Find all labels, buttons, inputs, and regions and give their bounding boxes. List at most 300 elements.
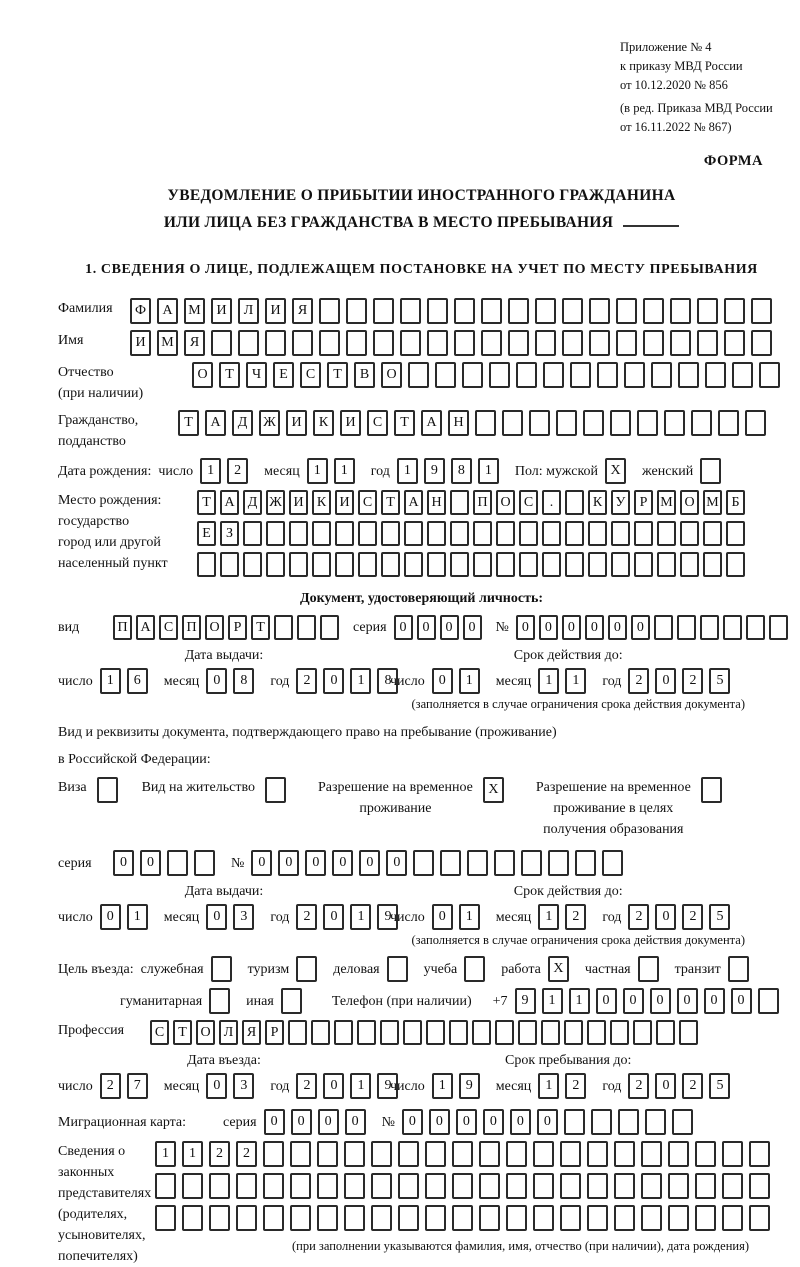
form-cell[interactable] — [404, 521, 423, 546]
form-cell[interactable] — [263, 1205, 284, 1231]
form-cell[interactable] — [489, 362, 510, 388]
form-cell[interactable] — [265, 330, 286, 356]
form-cell[interactable] — [312, 552, 331, 577]
form-cell[interactable]: 0 — [323, 904, 344, 930]
form-cell[interactable] — [657, 552, 676, 577]
form-cell[interactable] — [508, 330, 529, 356]
form-cell[interactable]: 9 — [377, 1073, 398, 1099]
form-cell[interactable] — [317, 1141, 338, 1167]
form-cell[interactable]: 0 — [432, 668, 453, 694]
form-cell[interactable] — [614, 1173, 635, 1199]
form-cell[interactable] — [427, 521, 446, 546]
form-cell[interactable]: О — [196, 1020, 215, 1045]
form-cell[interactable] — [387, 956, 408, 982]
form-cell[interactable]: 0 — [623, 988, 644, 1014]
form-cell[interactable] — [220, 552, 239, 577]
form-cell[interactable] — [533, 1173, 554, 1199]
form-cell[interactable]: 1 — [397, 458, 418, 484]
form-cell[interactable] — [560, 1173, 581, 1199]
form-cell[interactable] — [614, 1205, 635, 1231]
form-cell[interactable] — [506, 1205, 527, 1231]
form-cell[interactable] — [587, 1173, 608, 1199]
form-cell[interactable] — [591, 1109, 612, 1135]
form-cell[interactable]: 1 — [350, 668, 371, 694]
form-cell[interactable] — [440, 850, 461, 876]
form-cell[interactable]: 0 — [655, 1073, 676, 1099]
form-cell[interactable]: Р — [634, 490, 653, 515]
form-cell[interactable]: 0 — [429, 1109, 450, 1135]
form-cell[interactable] — [398, 1141, 419, 1167]
form-cell[interactable] — [724, 298, 745, 324]
form-cell[interactable]: М — [657, 490, 676, 515]
form-cell[interactable] — [587, 1205, 608, 1231]
form-cell[interactable] — [679, 1020, 698, 1045]
form-cell[interactable]: И — [265, 298, 286, 324]
form-cell[interactable] — [641, 1205, 662, 1231]
form-cell[interactable] — [751, 298, 772, 324]
form-cell[interactable]: А — [136, 615, 155, 640]
form-cell[interactable] — [587, 1020, 606, 1045]
form-cell[interactable] — [380, 1020, 399, 1045]
form-cell[interactable] — [290, 1141, 311, 1167]
form-cell[interactable]: 1 — [307, 458, 328, 484]
form-cell[interactable] — [610, 1020, 629, 1045]
form-cell[interactable] — [670, 298, 691, 324]
form-cell[interactable]: О — [205, 615, 224, 640]
form-cell[interactable]: П — [113, 615, 132, 640]
form-cell[interactable]: 0 — [206, 1073, 227, 1099]
form-cell[interactable] — [211, 330, 232, 356]
form-cell[interactable] — [565, 490, 584, 515]
form-cell[interactable]: Е — [273, 362, 294, 388]
form-cell[interactable] — [695, 1205, 716, 1231]
form-cell[interactable]: У — [611, 490, 630, 515]
form-cell[interactable] — [452, 1141, 473, 1167]
form-cell[interactable]: 1 — [569, 988, 590, 1014]
form-cell[interactable] — [312, 521, 331, 546]
form-cell[interactable]: 0 — [323, 668, 344, 694]
form-cell[interactable] — [502, 410, 523, 436]
form-cell[interactable]: 0 — [650, 988, 671, 1014]
form-cell[interactable] — [373, 298, 394, 324]
form-cell[interactable] — [319, 330, 340, 356]
form-cell[interactable]: И — [335, 490, 354, 515]
form-cell[interactable] — [541, 1020, 560, 1045]
form-cell[interactable]: 1 — [334, 458, 355, 484]
form-cell[interactable] — [616, 330, 637, 356]
form-cell[interactable]: 2 — [227, 458, 248, 484]
form-cell[interactable]: 0 — [483, 1109, 504, 1135]
form-cell[interactable]: О — [381, 362, 402, 388]
form-cell[interactable]: 0 — [140, 850, 161, 876]
form-cell[interactable] — [680, 521, 699, 546]
form-cell[interactable] — [182, 1173, 203, 1199]
form-cell[interactable] — [565, 552, 584, 577]
form-cell[interactable]: 9 — [377, 904, 398, 930]
form-cell[interactable] — [533, 1205, 554, 1231]
form-cell[interactable]: Т — [173, 1020, 192, 1045]
form-cell[interactable]: 0 — [585, 615, 604, 640]
form-cell[interactable] — [398, 1205, 419, 1231]
form-cell[interactable] — [691, 410, 712, 436]
form-cell[interactable] — [427, 298, 448, 324]
form-cell[interactable]: 9 — [424, 458, 445, 484]
form-cell[interactable] — [624, 362, 645, 388]
form-cell[interactable] — [425, 1173, 446, 1199]
form-cell[interactable] — [473, 521, 492, 546]
form-cell[interactable] — [467, 850, 488, 876]
form-cell[interactable] — [749, 1141, 770, 1167]
form-cell[interactable] — [589, 298, 610, 324]
form-cell[interactable]: П — [182, 615, 201, 640]
form-cell[interactable] — [548, 850, 569, 876]
form-cell[interactable]: 1 — [127, 904, 148, 930]
form-cell[interactable]: Ж — [266, 490, 285, 515]
form-cell[interactable] — [335, 552, 354, 577]
form-cell[interactable] — [587, 1141, 608, 1167]
form-cell[interactable]: 0 — [537, 1109, 558, 1135]
form-cell[interactable] — [542, 521, 561, 546]
form-cell[interactable]: 0 — [677, 988, 698, 1014]
form-cell[interactable]: X — [548, 956, 569, 982]
form-cell[interactable]: А — [205, 410, 226, 436]
form-cell[interactable] — [358, 552, 377, 577]
form-cell[interactable] — [656, 1020, 675, 1045]
form-cell[interactable]: 1 — [350, 1073, 371, 1099]
form-cell[interactable] — [357, 1020, 376, 1045]
form-cell[interactable]: 1 — [182, 1141, 203, 1167]
form-cell[interactable] — [508, 298, 529, 324]
form-cell[interactable] — [450, 521, 469, 546]
form-cell[interactable]: Т — [219, 362, 240, 388]
form-cell[interactable] — [703, 552, 722, 577]
form-cell[interactable] — [749, 1205, 770, 1231]
form-cell[interactable] — [449, 1020, 468, 1045]
form-cell[interactable] — [194, 850, 215, 876]
form-cell[interactable] — [425, 1141, 446, 1167]
form-cell[interactable] — [398, 1173, 419, 1199]
form-cell[interactable] — [588, 521, 607, 546]
form-cell[interactable]: 8 — [451, 458, 472, 484]
form-cell[interactable] — [290, 1205, 311, 1231]
form-cell[interactable] — [521, 850, 542, 876]
form-cell[interactable]: С — [159, 615, 178, 640]
form-cell[interactable]: М — [184, 298, 205, 324]
form-cell[interactable]: А — [157, 298, 178, 324]
form-cell[interactable]: А — [421, 410, 442, 436]
form-cell[interactable]: 1 — [538, 1073, 559, 1099]
form-cell[interactable] — [197, 552, 216, 577]
form-cell[interactable]: 0 — [359, 850, 380, 876]
form-cell[interactable]: 0 — [264, 1109, 285, 1135]
form-cell[interactable] — [726, 552, 745, 577]
form-cell[interactable]: Д — [243, 490, 262, 515]
form-cell[interactable]: О — [680, 490, 699, 515]
form-cell[interactable] — [243, 552, 262, 577]
form-cell[interactable] — [618, 1109, 639, 1135]
form-cell[interactable]: 1 — [459, 668, 480, 694]
form-cell[interactable] — [542, 552, 561, 577]
form-cell[interactable] — [450, 490, 469, 515]
form-cell[interactable]: Д — [232, 410, 253, 436]
form-cell[interactable]: X — [605, 458, 626, 484]
form-cell[interactable] — [435, 362, 456, 388]
form-cell[interactable] — [238, 330, 259, 356]
form-cell[interactable] — [651, 362, 672, 388]
form-cell[interactable]: Т — [197, 490, 216, 515]
form-cell[interactable] — [403, 1020, 422, 1045]
form-cell[interactable]: 3 — [233, 904, 254, 930]
form-cell[interactable] — [533, 1141, 554, 1167]
form-cell[interactable] — [597, 362, 618, 388]
form-cell[interactable] — [404, 552, 423, 577]
form-cell[interactable] — [266, 552, 285, 577]
form-cell[interactable] — [371, 1173, 392, 1199]
form-cell[interactable] — [723, 615, 742, 640]
form-cell[interactable] — [643, 298, 664, 324]
form-cell[interactable]: А — [404, 490, 423, 515]
form-cell[interactable]: С — [519, 490, 538, 515]
form-cell[interactable] — [243, 521, 262, 546]
form-cell[interactable]: К — [312, 490, 331, 515]
form-cell[interactable] — [583, 410, 604, 436]
form-cell[interactable] — [560, 1205, 581, 1231]
form-cell[interactable] — [496, 521, 515, 546]
form-cell[interactable] — [697, 298, 718, 324]
form-cell[interactable] — [611, 521, 630, 546]
form-cell[interactable]: 0 — [206, 904, 227, 930]
form-cell[interactable]: Т — [251, 615, 270, 640]
form-cell[interactable] — [454, 330, 475, 356]
form-cell[interactable] — [335, 521, 354, 546]
form-cell[interactable]: 1 — [200, 458, 221, 484]
form-cell[interactable] — [462, 362, 483, 388]
form-cell[interactable]: 8 — [233, 668, 254, 694]
form-cell[interactable] — [634, 521, 653, 546]
form-cell[interactable] — [311, 1020, 330, 1045]
form-cell[interactable] — [638, 956, 659, 982]
form-cell[interactable] — [346, 298, 367, 324]
form-cell[interactable]: 2 — [682, 904, 703, 930]
form-cell[interactable]: 2 — [682, 1073, 703, 1099]
form-cell[interactable] — [602, 850, 623, 876]
form-cell[interactable]: Л — [219, 1020, 238, 1045]
form-cell[interactable]: И — [289, 490, 308, 515]
form-cell[interactable] — [670, 330, 691, 356]
form-cell[interactable]: 2 — [628, 1073, 649, 1099]
form-cell[interactable] — [610, 410, 631, 436]
form-cell[interactable]: 0 — [463, 615, 482, 640]
form-cell[interactable]: . — [542, 490, 561, 515]
form-cell[interactable] — [516, 362, 537, 388]
form-cell[interactable] — [473, 552, 492, 577]
form-cell[interactable] — [281, 988, 302, 1014]
form-cell[interactable]: К — [588, 490, 607, 515]
form-cell[interactable] — [589, 330, 610, 356]
form-cell[interactable]: Т — [178, 410, 199, 436]
form-cell[interactable]: 1 — [100, 668, 121, 694]
form-cell[interactable] — [722, 1141, 743, 1167]
form-cell[interactable]: 0 — [516, 615, 535, 640]
form-cell[interactable] — [701, 777, 722, 803]
form-cell[interactable]: 0 — [417, 615, 436, 640]
form-cell[interactable]: 2 — [628, 668, 649, 694]
form-cell[interactable]: Ч — [246, 362, 267, 388]
form-cell[interactable]: И — [130, 330, 151, 356]
form-cell[interactable] — [289, 552, 308, 577]
form-cell[interactable] — [564, 1020, 583, 1045]
form-cell[interactable] — [519, 552, 538, 577]
form-cell[interactable] — [726, 521, 745, 546]
form-cell[interactable]: 0 — [631, 615, 650, 640]
form-cell[interactable]: 1 — [155, 1141, 176, 1167]
form-cell[interactable] — [209, 988, 230, 1014]
form-cell[interactable]: 0 — [402, 1109, 423, 1135]
form-cell[interactable] — [745, 410, 766, 436]
form-cell[interactable] — [297, 615, 316, 640]
form-cell[interactable] — [697, 330, 718, 356]
form-cell[interactable]: 0 — [510, 1109, 531, 1135]
form-cell[interactable]: 9 — [459, 1073, 480, 1099]
form-cell[interactable] — [263, 1141, 284, 1167]
form-cell[interactable]: 2 — [296, 1073, 317, 1099]
form-cell[interactable] — [637, 410, 658, 436]
form-cell[interactable] — [633, 1020, 652, 1045]
form-cell[interactable] — [479, 1173, 500, 1199]
form-cell[interactable] — [634, 552, 653, 577]
form-cell[interactable] — [288, 1020, 307, 1045]
form-cell[interactable]: 0 — [332, 850, 353, 876]
form-cell[interactable] — [700, 458, 721, 484]
form-cell[interactable] — [481, 298, 502, 324]
form-cell[interactable] — [724, 330, 745, 356]
form-cell[interactable]: 0 — [704, 988, 725, 1014]
form-cell[interactable] — [266, 521, 285, 546]
form-cell[interactable] — [645, 1109, 666, 1135]
form-cell[interactable] — [296, 956, 317, 982]
form-cell[interactable] — [664, 410, 685, 436]
form-cell[interactable] — [472, 1020, 491, 1045]
form-cell[interactable]: К — [313, 410, 334, 436]
form-cell[interactable] — [182, 1205, 203, 1231]
form-cell[interactable]: 5 — [709, 668, 730, 694]
form-cell[interactable]: 0 — [562, 615, 581, 640]
form-cell[interactable]: Т — [381, 490, 400, 515]
form-cell[interactable] — [358, 521, 377, 546]
form-cell[interactable] — [556, 410, 577, 436]
form-cell[interactable] — [728, 956, 749, 982]
form-cell[interactable] — [751, 330, 772, 356]
form-cell[interactable] — [703, 521, 722, 546]
form-cell[interactable] — [641, 1141, 662, 1167]
form-cell[interactable] — [562, 298, 583, 324]
form-cell[interactable]: Р — [228, 615, 247, 640]
form-cell[interactable] — [408, 362, 429, 388]
form-cell[interactable] — [611, 552, 630, 577]
form-cell[interactable]: П — [473, 490, 492, 515]
form-cell[interactable] — [657, 521, 676, 546]
form-cell[interactable] — [209, 1205, 230, 1231]
form-cell[interactable] — [758, 988, 779, 1014]
form-cell[interactable]: С — [300, 362, 321, 388]
form-cell[interactable] — [749, 1173, 770, 1199]
form-cell[interactable]: 0 — [278, 850, 299, 876]
form-cell[interactable] — [575, 850, 596, 876]
form-cell[interactable]: Я — [242, 1020, 261, 1045]
form-cell[interactable] — [292, 330, 313, 356]
form-cell[interactable]: Р — [265, 1020, 284, 1045]
form-cell[interactable]: Н — [448, 410, 469, 436]
form-cell[interactable]: 2 — [565, 1073, 586, 1099]
form-cell[interactable]: Л — [238, 298, 259, 324]
form-cell[interactable] — [680, 552, 699, 577]
form-cell[interactable]: Я — [184, 330, 205, 356]
form-cell[interactable]: 0 — [440, 615, 459, 640]
form-cell[interactable]: 2 — [209, 1141, 230, 1167]
form-cell[interactable]: 0 — [113, 850, 134, 876]
form-cell[interactable] — [452, 1205, 473, 1231]
form-cell[interactable]: И — [211, 298, 232, 324]
form-cell[interactable] — [562, 330, 583, 356]
form-cell[interactable] — [265, 777, 286, 803]
form-cell[interactable] — [155, 1173, 176, 1199]
form-cell[interactable] — [695, 1173, 716, 1199]
form-cell[interactable]: З — [220, 521, 239, 546]
form-cell[interactable]: 0 — [596, 988, 617, 1014]
form-cell[interactable]: Ф — [130, 298, 151, 324]
form-cell[interactable] — [722, 1173, 743, 1199]
form-cell[interactable] — [654, 615, 673, 640]
form-cell[interactable] — [155, 1205, 176, 1231]
form-cell[interactable] — [494, 850, 515, 876]
form-cell[interactable] — [677, 615, 696, 640]
form-cell[interactable]: 1 — [542, 988, 563, 1014]
form-cell[interactable] — [274, 615, 293, 640]
form-cell[interactable] — [413, 850, 434, 876]
form-cell[interactable] — [678, 362, 699, 388]
form-cell[interactable]: 6 — [127, 668, 148, 694]
form-cell[interactable]: А — [220, 490, 239, 515]
form-cell[interactable]: 2 — [628, 904, 649, 930]
form-cell[interactable]: 5 — [709, 904, 730, 930]
form-cell[interactable]: 0 — [456, 1109, 477, 1135]
form-cell[interactable]: 1 — [478, 458, 499, 484]
form-cell[interactable] — [167, 850, 188, 876]
form-cell[interactable] — [317, 1173, 338, 1199]
form-cell[interactable] — [543, 362, 564, 388]
form-cell[interactable] — [427, 552, 446, 577]
form-cell[interactable] — [290, 1173, 311, 1199]
form-cell[interactable] — [535, 298, 556, 324]
form-cell[interactable] — [518, 1020, 537, 1045]
form-cell[interactable] — [427, 330, 448, 356]
form-cell[interactable] — [496, 552, 515, 577]
form-cell[interactable] — [641, 1173, 662, 1199]
form-cell[interactable] — [400, 330, 421, 356]
form-cell[interactable]: 1 — [350, 904, 371, 930]
form-cell[interactable]: 0 — [608, 615, 627, 640]
form-cell[interactable]: Ж — [259, 410, 280, 436]
form-cell[interactable] — [564, 1109, 585, 1135]
form-cell[interactable]: С — [150, 1020, 169, 1045]
form-cell[interactable] — [529, 410, 550, 436]
form-cell[interactable] — [519, 521, 538, 546]
form-cell[interactable]: 2 — [296, 668, 317, 694]
form-cell[interactable] — [317, 1205, 338, 1231]
form-cell[interactable]: 2 — [100, 1073, 121, 1099]
form-cell[interactable]: 1 — [565, 668, 586, 694]
form-cell[interactable]: С — [358, 490, 377, 515]
